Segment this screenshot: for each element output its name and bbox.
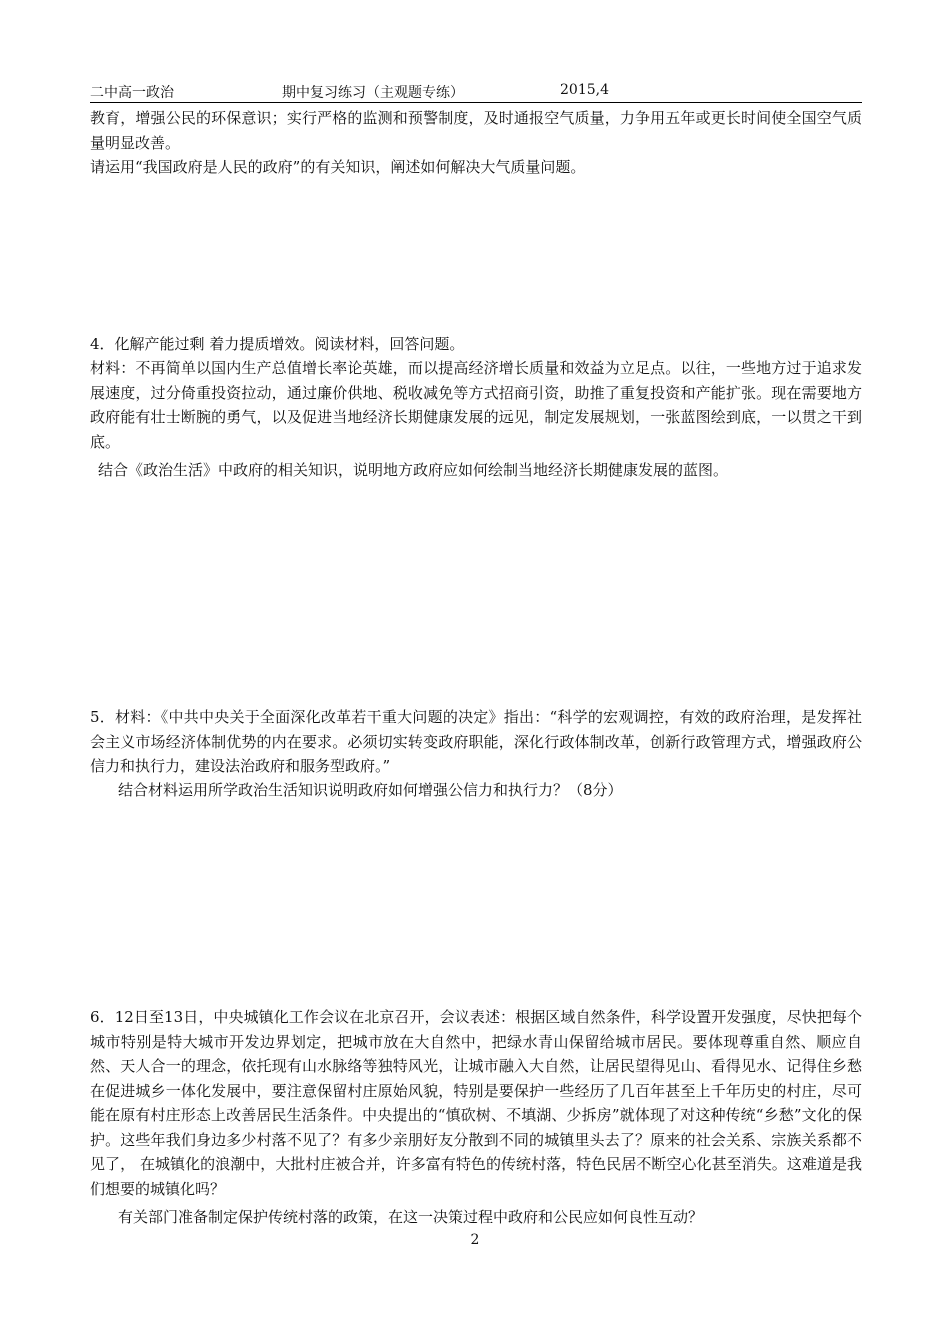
q6-question: 有关部门准备制定保护传统村落的政策，在这一决策过程中政府和公民应如何良性互动？	[118, 1208, 704, 1226]
q4-question: 结合《政治生活》中政府的相关知识，说明地方政府应如何绘制当地经济长期健康发展的蓝图。	[98, 461, 729, 479]
q6-material: 6．12日至13日，中央城镇化工作会议在北京召开，会议表述：根据区域自然条件，科学设置开发强度，尽快把每个城市特别是特大城市开发边界划定，把城市放在大自然中，把绿水青山保留给城市居民。要体现尊重自然、顺应自然、天人合一的理念，依托现有山水脉络等独特风光，让城市融入大自然，让居民望得见山、看得见水、记得住乡愁 在促进城乡一体化发展中，要注意保留村庄原始风貌，特别是要保护一些经历了几百年甚至上千年历史的村庄，尽可能在原有村庄形态上改善居民生活条件。中央提出的“慎砍树、不填湖、少拆房”就体现了对这种传统“乡愁”文化的保护。这些年我们身边多少村落不见了？有多少亲朋好友分散到不同的城镇里头去了？原来的社会关系、宗族关系都不见了， 在城镇化的浪潮中，大批村庄被合并，许多富有特色的传统村落，特色民居不断空心化甚至消失。这难道是我们想要的城镇化吗？	[90, 1008, 878, 1198]
q3-question: 请运用“我国政府是人民的政府”的有关知识，阐述如何解决大气质量问题。	[90, 158, 586, 176]
header-date: 2015,4	[560, 82, 609, 98]
page-header	[90, 80, 862, 103]
q5-question: 结合材料运用所学政治生活知识说明政府如何增强公信力和执行力？（8分）	[118, 781, 623, 799]
q4-title: 4．化解产能过剩 着力提质增效。阅读材料，回答问题。	[90, 335, 465, 353]
header-title: 期中复习练习（主观题专练）	[282, 85, 464, 101]
page-number: 2	[470, 1232, 480, 1248]
q4-material: 材料：不再简单以国内生产总值增长率论英雄，而以提高经济增长质量和效益为立足点。以往，一些地方过于追求发展速度，过分倚重投资拉动，通过廉价供地、税收减免等方式招商引资，助推了重复投资和产能扩张。现在需要地方政府能有壮士断腕的勇气，以及促进当地经济长期健康发展的远见，制定发展规划，一张蓝图绘到底，一以贯之干到底。	[90, 359, 862, 451]
header-school: 二中高一政治	[90, 85, 174, 101]
q3-material-tail: 教育，增强公民的环保意识；实行严格的监测和预警制度，及时通报空气质量，力争用五年或更长时间使全国空气质量明显改善。	[90, 109, 862, 152]
q5-material: 5．材料：《中共中央关于全面深化改革若干重大问题的决定》指出：“科学的宏观调控，有效的政府治理，是发挥社会主义市场经济体制优势的内在要求。必须切实转变政府职能，深化行政体制改革，创新行政管理方式，增强政府公信力和执行力，建设法治政府和服务型政府。”	[90, 708, 862, 775]
